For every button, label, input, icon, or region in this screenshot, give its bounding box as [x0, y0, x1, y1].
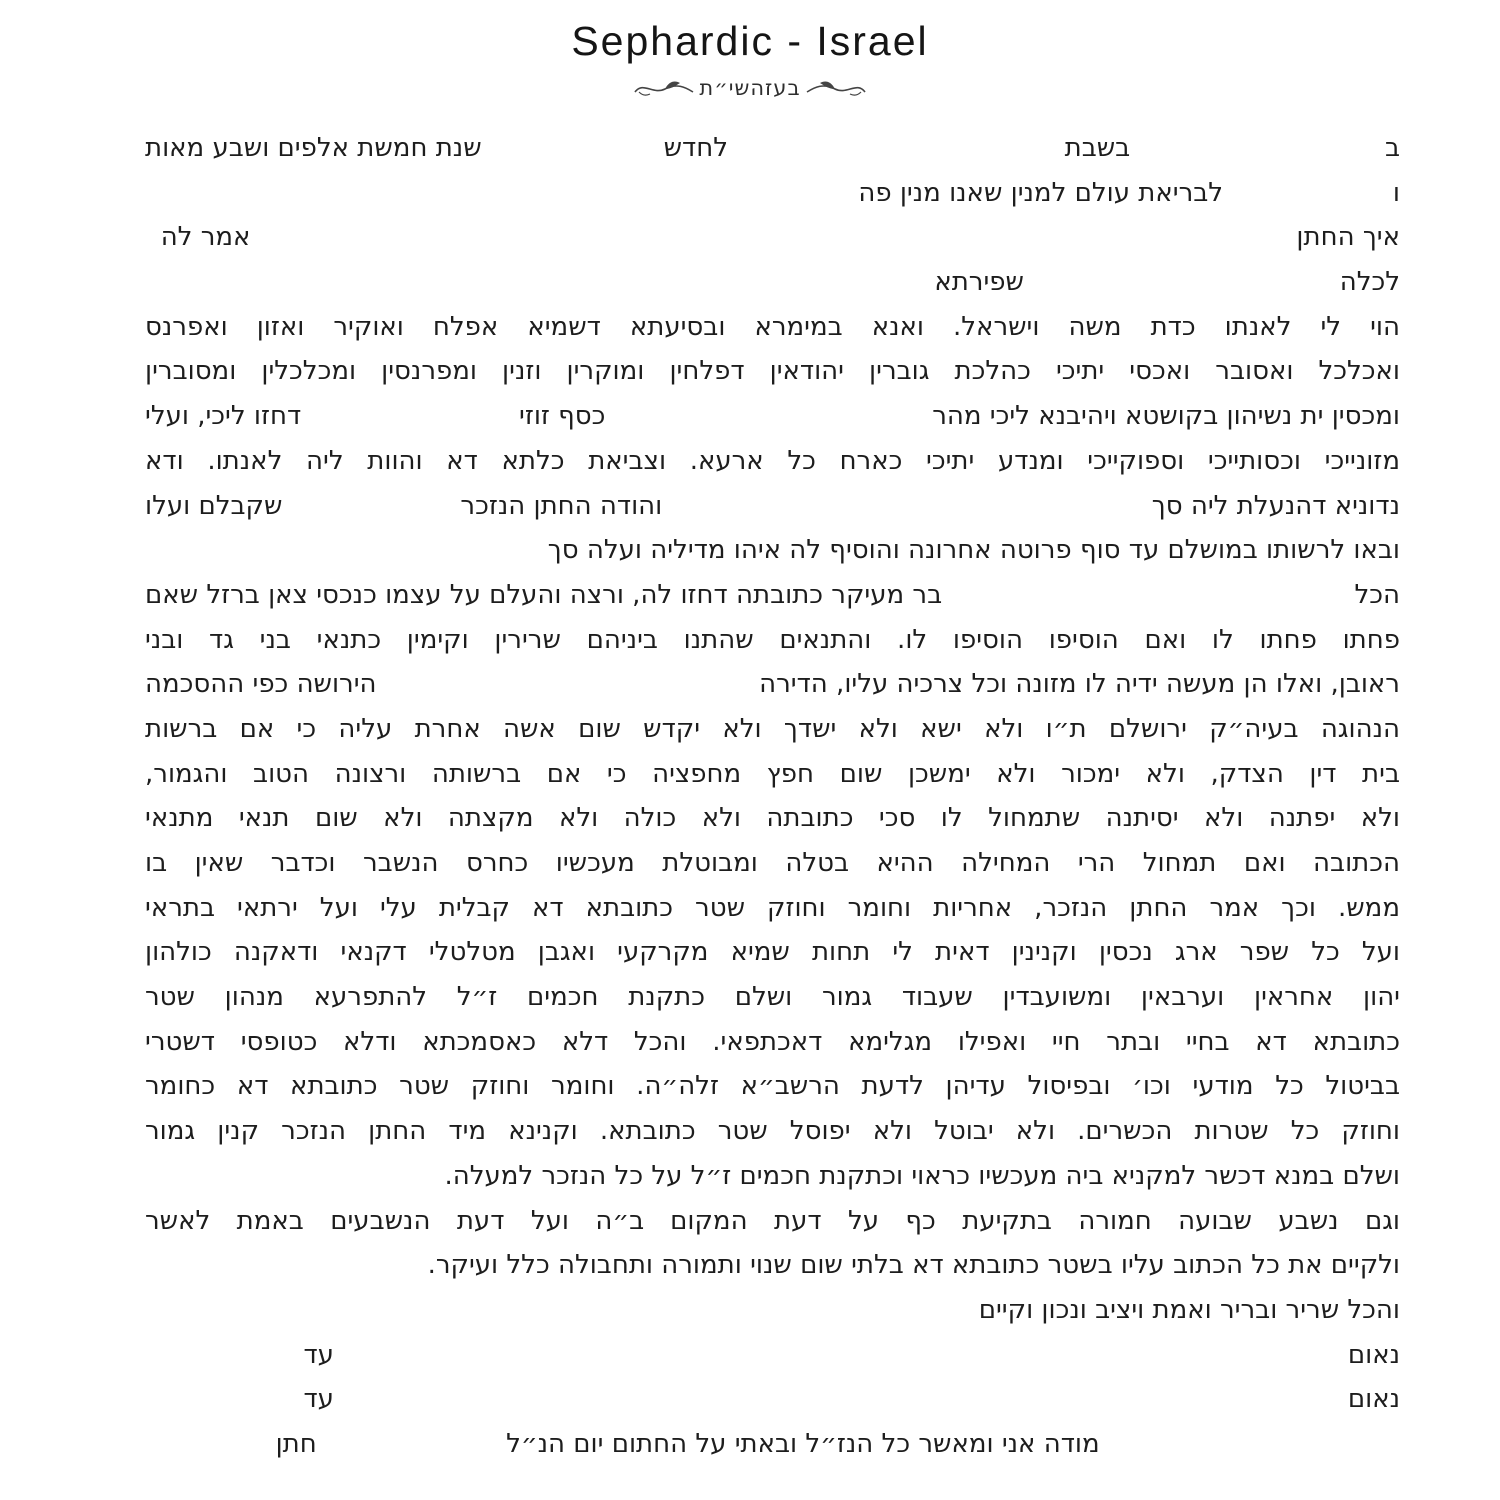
text-run: והכל שריר ובריר ואמת ויציב ונכון וקיים: [978, 1294, 1400, 1325]
text-run: ב: [1384, 133, 1400, 163]
text-run: ו: [1392, 177, 1400, 208]
ketubah-line: [145, 580, 1400, 625]
ketubah-line: [145, 803, 1400, 848]
ketubah-line: [145, 1384, 1400, 1429]
text-run: לכלה: [1339, 267, 1400, 298]
fill-in-gap: [942, 602, 1354, 603]
ketubah-line: [145, 625, 1400, 670]
page-title: Sephardic - Israel: [571, 18, 929, 64]
flourish-left-icon: [633, 77, 695, 99]
fill-in-gap: [145, 1362, 303, 1363]
ketubah-line: [145, 222, 1400, 267]
ketubah-line: [145, 982, 1400, 1027]
text-run: עד: [303, 1339, 334, 1370]
emblem-text: בעזהשי״ת: [699, 76, 801, 100]
ketubah-line: [145, 848, 1400, 893]
fill-in-gap: [334, 1362, 1348, 1363]
text-run: אמר לה: [160, 222, 251, 253]
text-run: ולא יפתנה ולא יסיתנה שתמחול לו סכי כתובתה ולא כולה ולא מקצתה ולא שום תנאי מתנאי: [145, 803, 1400, 834]
fill-in-gap: [605, 423, 932, 424]
text-run: בשבת: [1064, 133, 1131, 163]
fill-in-gap: [334, 1406, 1348, 1407]
ketubah-line: [145, 491, 1400, 536]
text-run: והודה החתן הנזכר: [460, 490, 663, 521]
fill-in-gap: [301, 423, 519, 424]
text-run: וחוזק כל שטרות הכשרים. ולא יבוטל ולא יפוסל שטר כתובתא. וקנינא מיד החתן הנזכר קנין גמור: [145, 1116, 1400, 1147]
ketubah-line: [145, 1071, 1400, 1116]
flourish-right-icon: [805, 77, 867, 99]
ketubah-line: [145, 1340, 1400, 1385]
ketubah-line: [145, 714, 1400, 759]
fill-in-gap: [377, 691, 760, 692]
ketubah-line: [145, 356, 1400, 401]
text-run: דחזו ליכי, ועלי: [145, 401, 302, 432]
text-run: פחתו פחתו לו ואם הוסיפו הוסיפו לו. והתנאים שהתנו ביניהם שרירין וקימין כתנאי בני גד ובני: [145, 624, 1400, 655]
text-run: בית דין הצדק, ולא ימכור ולא ימשכן שום חפץ מחפציה כי אם ברשותה ורצונה הטוב והגמור,: [145, 758, 1400, 789]
text-run: נדוניא דהנעלת ליה סך: [1151, 490, 1400, 521]
text-run: ובאו לרשותו במושלם עד סוף פרוטה אחרונה והוסיף לה איהו מדיליה ועלה סך: [547, 535, 1400, 566]
ketubah-line: [145, 401, 1400, 446]
text-run: יהון אחראין וערבאין ומשועבדין שעבוד גמור ושלם כתקנת חכמים ז״ל להתפרעא מנהון שטר: [145, 982, 1400, 1013]
text-run: חתן: [275, 1428, 317, 1459]
fill-in-gap: [1100, 1451, 1400, 1452]
text-run: ממש. וכך אמר החתן הנזכר, אחריות וחומר וחוזק שטר כתובתא דא קבלית עלי ועל ירתאי בתראי: [145, 892, 1400, 923]
ketubah-line: [145, 133, 1400, 178]
ketubah-line: [145, 937, 1400, 982]
ketubah-line: [145, 1206, 1400, 1251]
fill-in-gap: [282, 513, 460, 514]
text-run: הנהוגה בעיה״ק ירושלם ת״ו ולא ישא ולא ישדך ולא יקדש שום אשה אחרת עליה כי אם ברשות: [145, 713, 1400, 744]
ketubah-line: [145, 535, 1400, 580]
ketubah-line: [145, 446, 1400, 491]
text-run: לבריאת עולם למנין שאנו מנין פה: [858, 177, 1224, 208]
text-run: ושלם במנא דכשר למקניא ביה מעכשיו כראוי וכתקנת חכמים ז״ל על כל הנזכר למעלה.: [444, 1160, 1400, 1191]
text-run: ראובן, ואלו הן מעשה ידיה לו מזונה וכל צרכיה עליו, הדירה: [759, 669, 1400, 700]
text-run: ומכסין ית נשיהון בקושטא ויהיבנא ליכי מהר: [932, 401, 1400, 432]
text-run: כסף זוזי: [519, 401, 606, 432]
fill-in-gap: [1223, 200, 1393, 201]
text-run: וגם נשבע שבועה חמורה בתקיעת כף על דעת המקום ב״ה ועל דעת הנשבעים באמת לאשר: [145, 1205, 1400, 1236]
text-run: הכתובה ואם תמחול הרי המחילה ההיא בטלה ומבוטלת מעכשיו כחרס הנשבר וכדבר שאין בו: [145, 848, 1400, 878]
fill-in-gap: [145, 200, 858, 201]
text-run: איך החתן: [1296, 222, 1400, 253]
ketubah-line: [145, 893, 1400, 938]
fill-in-gap: [250, 244, 1296, 245]
text-run: בביטול כל מודעי וכו׳ ובפיסול עדיהן לדעת הרשב״א זלה״ה. וחומר וחוזק שטר כתובתא דא כחומר: [145, 1071, 1400, 1102]
ketubah-line: [145, 669, 1400, 714]
ketubah-line: [145, 1161, 1400, 1206]
text-run: בר מעיקר כתובתה דחזו לה, ורצה והעלם על עצמו כנכסי צאן ברזל שאם: [145, 579, 943, 610]
text-run: הירושה כפי ההסכמה: [145, 669, 377, 700]
fill-in-gap: [317, 1451, 506, 1452]
text-run: מודה אני ומאשר כל הנז״ל ובאתי על החתום יום הנ״ל: [506, 1428, 1100, 1459]
ketubah-line: [145, 312, 1400, 357]
ketubah-line: [145, 267, 1400, 312]
text-run: ואכלכל ואסובר ואכסי יתיכי כהלכת גוברין יהודאין דפלחין ומוקרין וזנין ומפרנסין ומכלכלין ומסוברין: [145, 356, 1400, 387]
text-run: שקבלם ועלו: [145, 490, 283, 521]
ketubah-line: [145, 1250, 1400, 1295]
ketubah-line: [145, 1295, 1400, 1340]
text-run: נאום: [1347, 1339, 1400, 1370]
ketubah-line: [145, 178, 1400, 223]
header-emblem: [0, 76, 1500, 100]
fill-in-gap: [662, 513, 1152, 514]
text-run: ועל כל שפר ארג נכסין וקנינין דאית לי תחות שמיא מקרקעי ואגבן מטלטלי דקנאי ודאקנה כולהון: [145, 937, 1400, 968]
ketubah-line: [145, 1027, 1400, 1072]
fill-in-gap: [145, 289, 934, 290]
text-run: עד: [303, 1384, 334, 1415]
fill-in-gap: [145, 1406, 303, 1407]
text-run: נאום: [1347, 1384, 1400, 1415]
text-run: כתובתא דא בחיי ובתר חיי ואפילו מגלימא דאכתפאי. והכל דלא כאסמכתא ודלא כטופסי דשטרי: [145, 1026, 1400, 1057]
fill-in-gap: [145, 244, 161, 245]
text-run: ולקיים את כל הכתוב עליו בשטר כתובתא דא בלתי שום שנוי ותמורה ותחבולה כלל ועיקר.: [427, 1250, 1400, 1281]
ketubah-line: [145, 1429, 1400, 1474]
ketubah-line: [145, 759, 1400, 804]
text-run: הכל: [1354, 579, 1400, 610]
text-run: לחדש: [663, 133, 728, 163]
fill-in-gap: [145, 1451, 276, 1452]
text-run: שפירתא: [934, 267, 1024, 298]
fill-in-gap: [1130, 155, 1385, 156]
fill-in-gap: [482, 155, 664, 156]
text-run: הוי לי לאנתו כדת משה וישראל. ואנא במימרא ובסיעתא דשמיא אפלח ואוקיר ואזון ואפרנס: [145, 311, 1400, 342]
text-run: מזונייכי וכסותייכי וספוקייכי ומנדע יתיכי כארח כל ארעא. וצביאת כלתא דא והוות ליה לאנתו. ודא: [145, 445, 1400, 476]
fill-in-gap: [728, 155, 1065, 156]
document-lines: [145, 133, 1400, 1474]
text-run: שנת חמשת אלפים ושבע מאות: [145, 133, 482, 163]
fill-in-gap: [1024, 289, 1340, 290]
ketubah-line: [145, 1116, 1400, 1161]
